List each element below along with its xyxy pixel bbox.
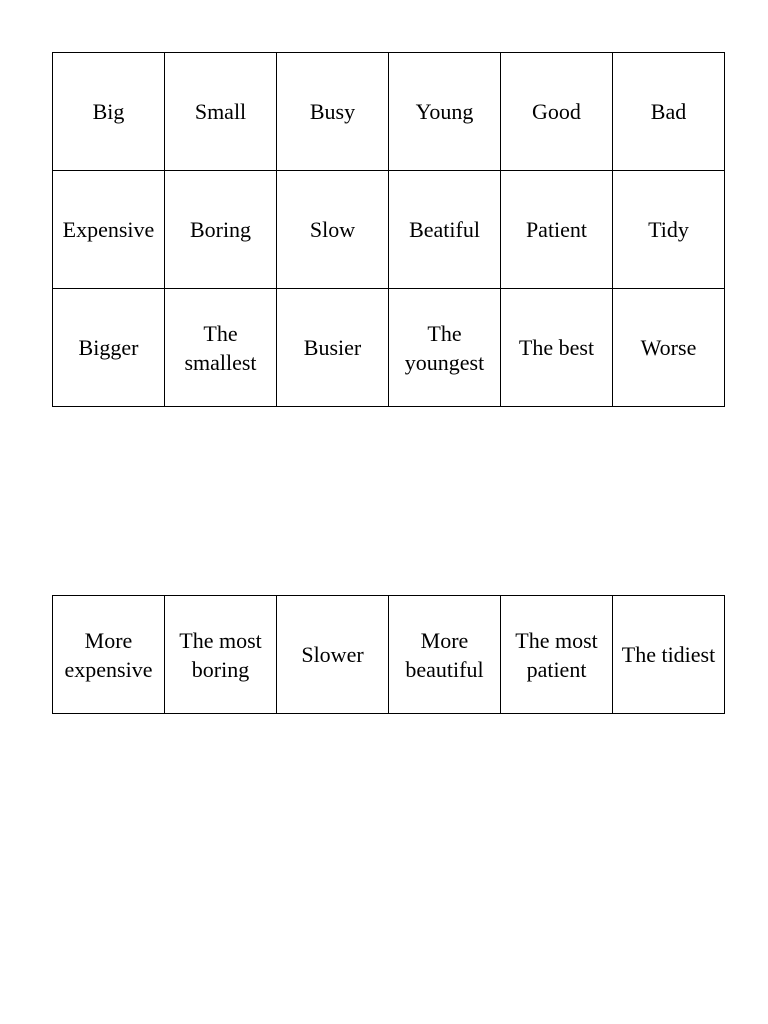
word-card-text: Slower [301, 642, 364, 667]
word-card-text: More beautiful [405, 627, 484, 682]
word-card [389, 596, 501, 714]
word-card [501, 171, 613, 289]
word-card [165, 53, 277, 171]
table-row [53, 53, 725, 171]
word-card-text: Bad [650, 99, 687, 124]
word-card-text: Busier [303, 335, 362, 360]
word-card [165, 171, 277, 289]
word-card [501, 596, 613, 714]
table-row [53, 171, 725, 289]
word-card-text: Small [194, 99, 247, 124]
word-card-text: Busy [309, 99, 356, 124]
word-card-text: The most patient [515, 627, 598, 682]
word-card [53, 289, 165, 407]
word-card [277, 53, 389, 171]
word-card-table-1 [52, 52, 725, 407]
word-card [277, 289, 389, 407]
word-card-text: The tidiest [621, 642, 716, 667]
word-card [277, 596, 389, 714]
word-card [389, 171, 501, 289]
word-card [613, 53, 725, 171]
word-card-text: Slow [309, 217, 356, 242]
word-card [53, 171, 165, 289]
word-card-text: The youngest [404, 320, 485, 375]
word-card [613, 171, 725, 289]
word-card [165, 289, 277, 407]
word-card [613, 289, 725, 407]
table-row [53, 596, 725, 714]
word-card [389, 289, 501, 407]
word-card-text: Good [532, 99, 581, 124]
word-card [277, 171, 389, 289]
word-card-text: The best [518, 335, 595, 360]
word-card-text: Beatiful [409, 217, 480, 242]
word-card-text: More expensive [64, 627, 153, 682]
word-card-text: Tidy [648, 217, 689, 242]
word-card-text: Expensive [62, 217, 155, 242]
word-card-text: Patient [525, 217, 588, 242]
word-card [53, 53, 165, 171]
word-card [389, 53, 501, 171]
word-card [501, 289, 613, 407]
word-card-text: Bigger [78, 335, 139, 360]
word-card-text: The smallest [184, 320, 257, 375]
word-card-text: Worse [640, 335, 697, 360]
word-card-table-2 [52, 595, 725, 714]
word-card-text: Young [415, 99, 474, 124]
word-card-text: The most boring [179, 627, 262, 682]
word-card [613, 596, 725, 714]
table-row [53, 289, 725, 407]
word-card [53, 596, 165, 714]
word-card-text: Big [92, 99, 125, 124]
word-card [501, 53, 613, 171]
word-card-text: Boring [189, 217, 252, 242]
word-card [165, 596, 277, 714]
